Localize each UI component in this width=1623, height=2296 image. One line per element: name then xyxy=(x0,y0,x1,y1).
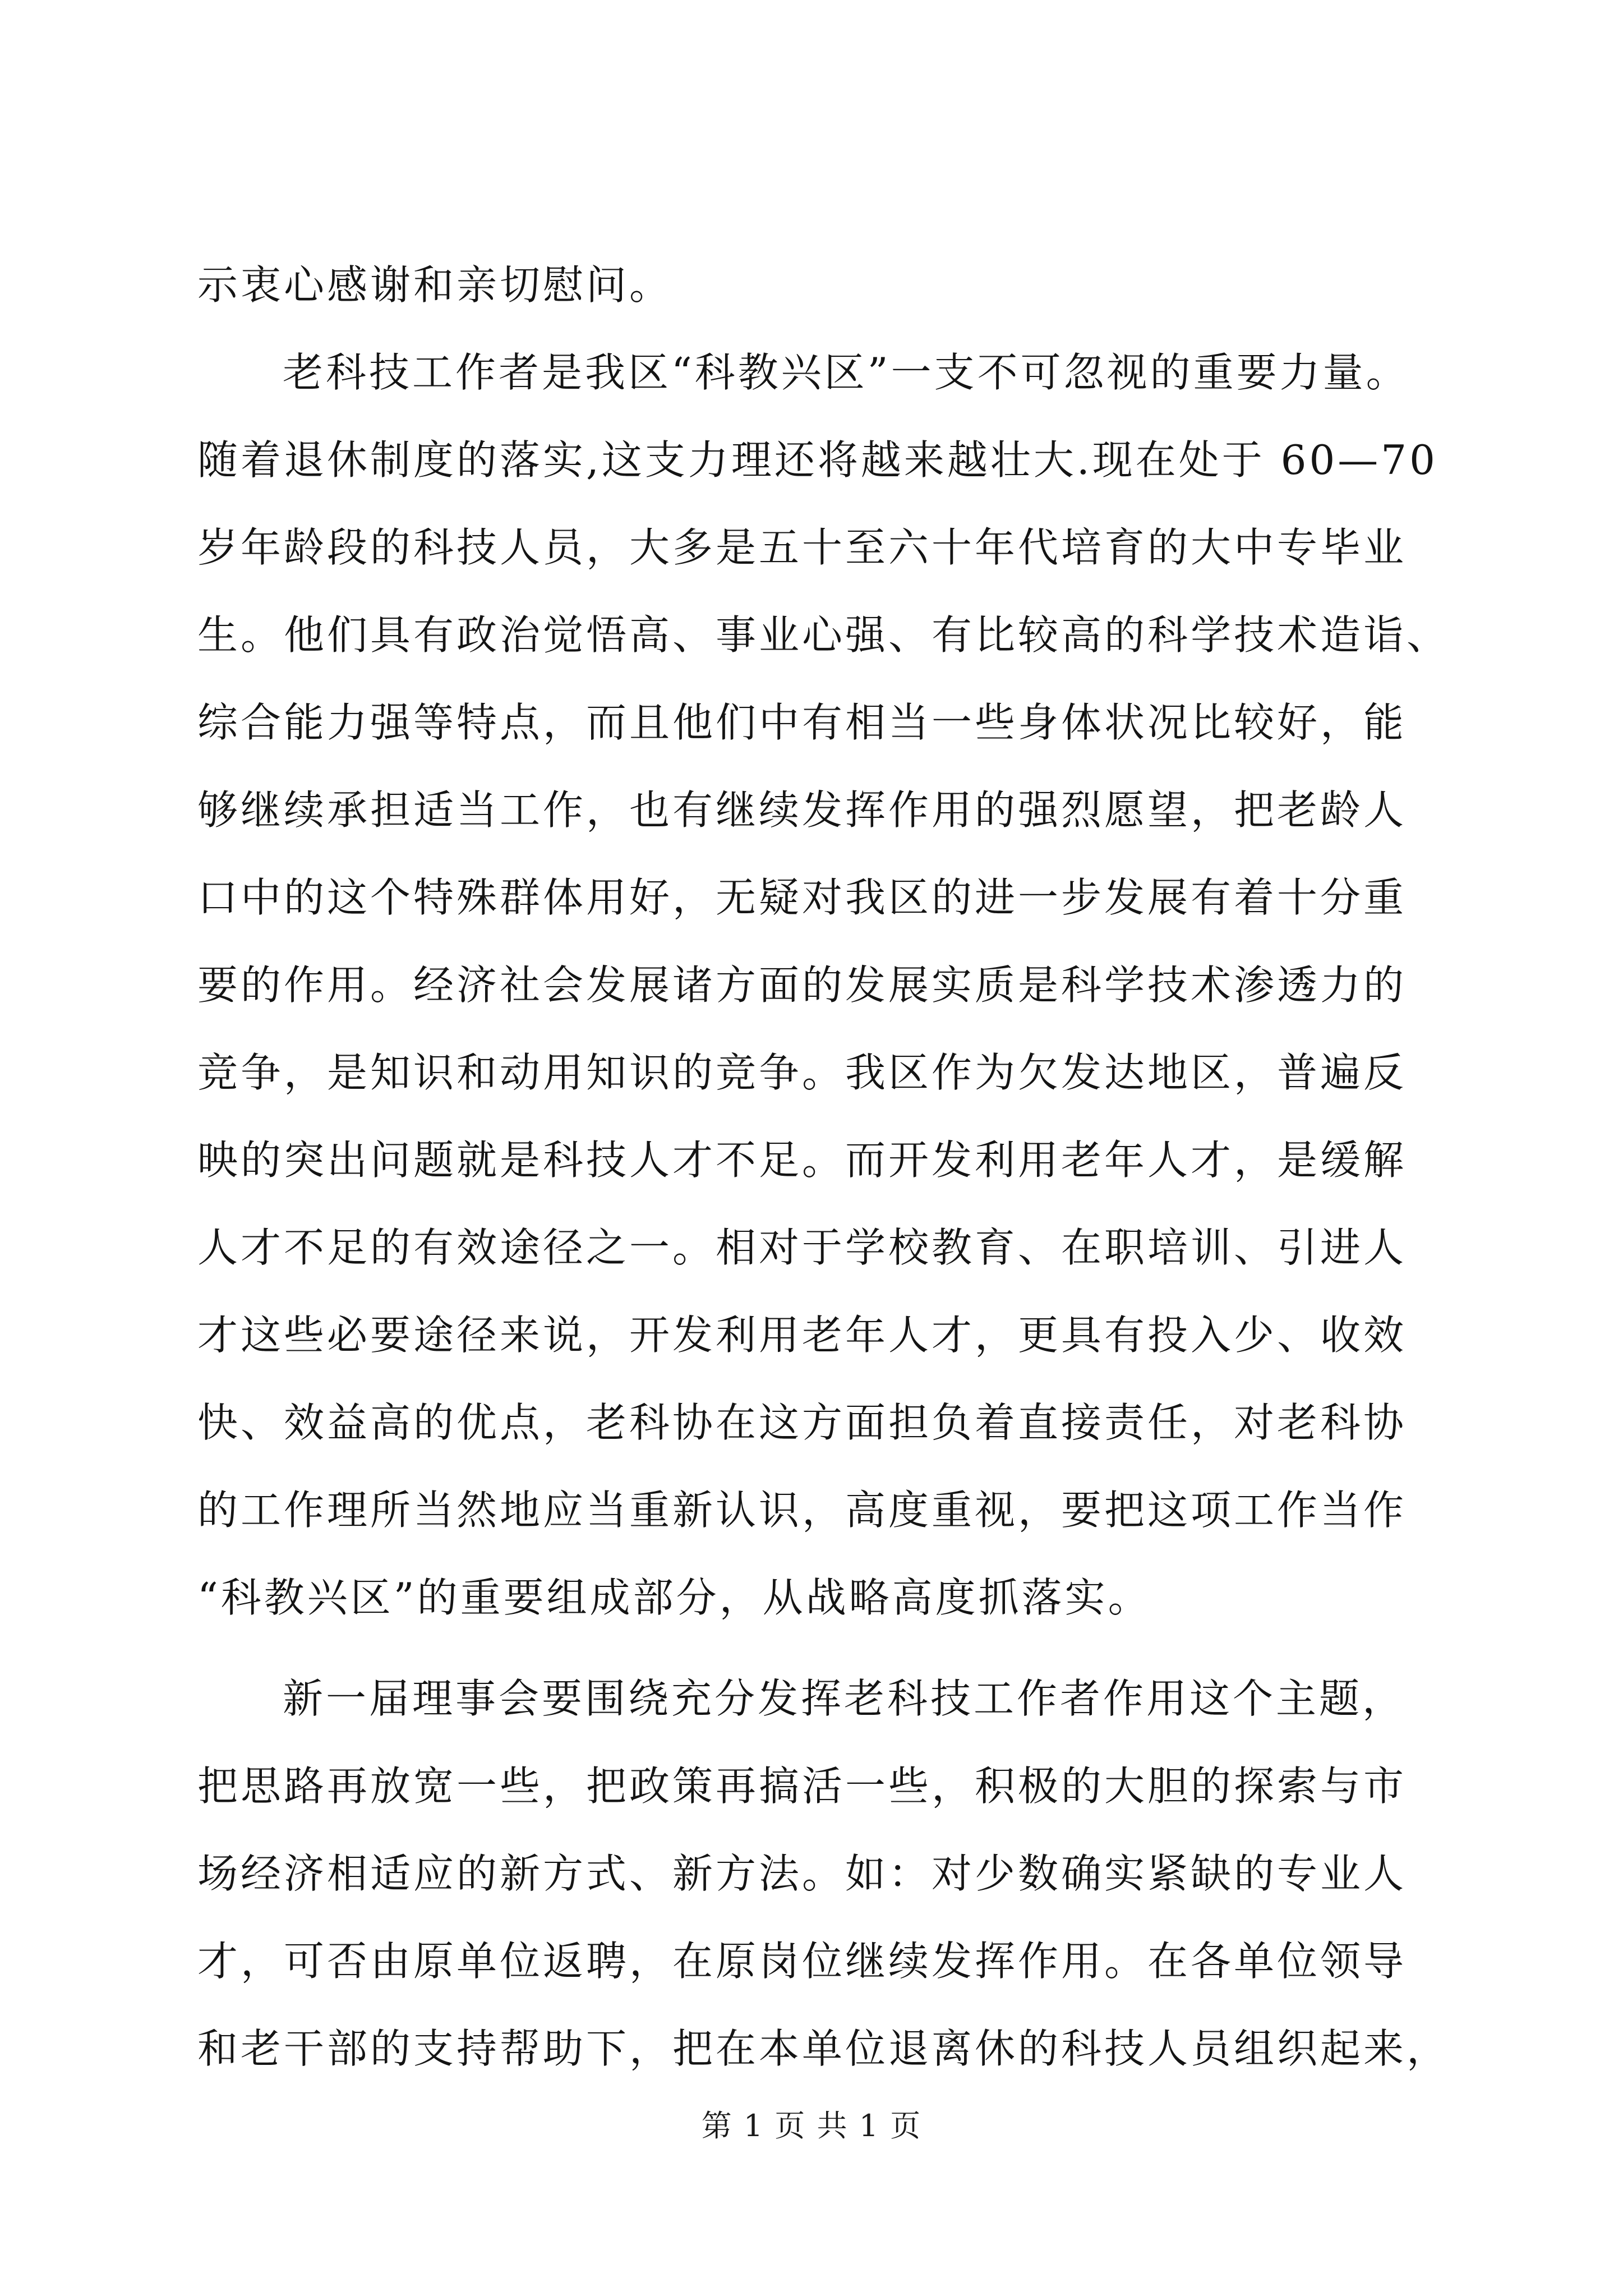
text-line: “科教兴区”的重要组成部分，从战略高度抓落实。 xyxy=(197,1574,1151,1621)
text-line: 新一届理事会要围绕充分发挥老科技工作者作用这个主题， xyxy=(283,1675,1406,1722)
text-line: 才，可否由原单位返聘，在原岗位继续发挥作用。在各单位领导 xyxy=(197,1938,1407,1985)
paragraph-gap xyxy=(197,1641,1431,1655)
text-line: 综合能力强等特点，而且他们中有相当一些身体状况比较好，能 xyxy=(197,699,1407,746)
text-line: 才这些必要途径来说，开发利用老年人才，更具有投入少、收效 xyxy=(197,1312,1407,1359)
page-footer xyxy=(0,2106,1623,2146)
text-line: 和老干部的支持帮助下，把在本单位退离休的科技人员组织起来， xyxy=(197,2025,1450,2072)
text-line: 快、效益高的优点，老科协在这方面担负着直接责任，对老科协 xyxy=(197,1399,1407,1446)
text-line: 口中的这个特殊群体用好，无疑对我区的进一步发展有着十分重 xyxy=(197,874,1407,921)
text-line: 人才不足的有效途径之一。相对于学校教育、在职培训、引进人 xyxy=(197,1224,1407,1271)
text-line: 的工作理所当然地应当重新认识，高度重视，要把这项工作当作 xyxy=(197,1487,1407,1534)
text-line: 够继续承担适当工作，也有继续发挥作用的强烈愿望，把老龄人 xyxy=(197,786,1407,834)
text-line: 岁年龄段的科技人员，大多是五十至六十年代培育的大中专毕业 xyxy=(197,524,1407,571)
text-line: 生。他们具有政治觉悟高、事业心强、有比较高的科学技术造诣、 xyxy=(197,611,1450,659)
text-line: 竞争，是知识和动用知识的竞争。我区作为欠发达地区，普遍反 xyxy=(197,1049,1407,1096)
page-number-label: 第 1 页 共 1 页 xyxy=(701,2108,922,2143)
text-line: 随着退休制度的落实,这支力理还将越来越壮大.现在处于 60—70 xyxy=(197,436,1438,484)
text-line: 示衷心感谢和亲切慰问。 xyxy=(197,261,673,309)
text-line: 映的突出问题就是科技人才不足。而开发利用老年人才，是缓解 xyxy=(197,1137,1407,1184)
text-line: 把思路再放宽一些，把政策再搞活一些，积极的大胆的探索与市 xyxy=(197,1763,1407,1810)
text-line: 老科技工作者是我区“科教兴区”一支不可忽视的重要力量。 xyxy=(283,349,1409,396)
text-line: 要的作用。经济社会发展诸方面的发展实质是科学技术渗透力的 xyxy=(197,961,1407,1009)
text-line: 场经济相适应的新方式、新方法。如：对少数确实紧缺的专业人 xyxy=(197,1850,1407,1897)
body-text xyxy=(197,241,1450,2092)
